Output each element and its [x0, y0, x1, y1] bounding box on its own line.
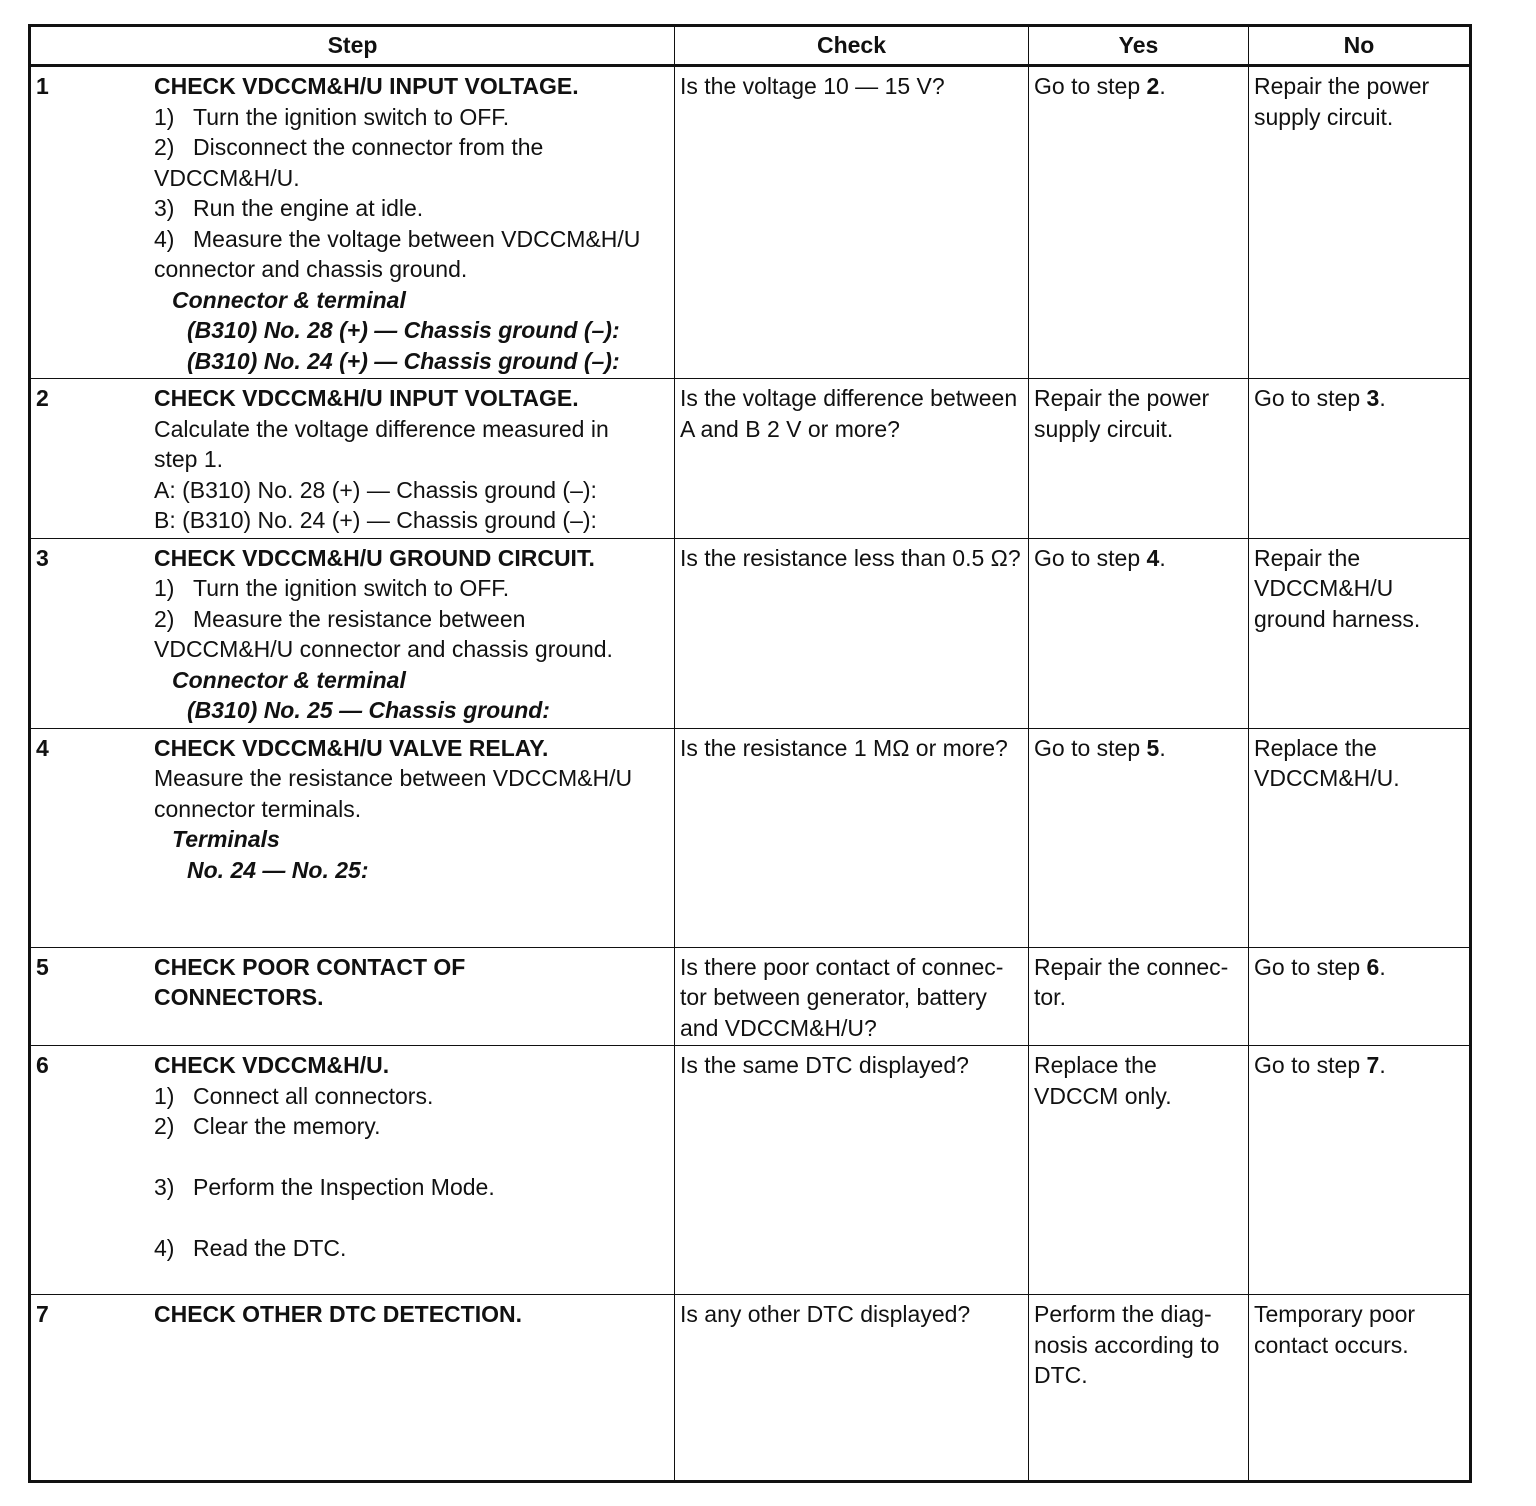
step-title: CHECK VDCCM&H/U VALVE RELAY.	[154, 734, 549, 761]
instruction-line: 4) Measure the voltage between VDCCM&H/U	[154, 225, 641, 252]
header-no: No	[1249, 26, 1471, 66]
table-row	[30, 379, 1471, 539]
no-cell: Temporary poor contact occurs.	[1249, 1295, 1471, 1482]
subheading: Connector & terminal	[172, 666, 406, 693]
step-title: CHECK VDCCM&H/U.	[154, 1052, 390, 1078]
yes-cell: Perform the diag-nosis according to DTC.	[1029, 1295, 1249, 1482]
subheading: Connector & terminal	[172, 286, 406, 313]
step-cell	[30, 379, 675, 539]
instruction-line: A: (B310) No. 28 (+) — Chassis ground (–):	[154, 476, 597, 503]
step-title: CHECK VDCCM&H/U INPUT VOLTAGE.	[154, 385, 579, 411]
no-cell: Go to step 7.	[1249, 1046, 1471, 1295]
step-number: 6	[36, 1052, 49, 1078]
yes-cell: Replace the VDCCM only.	[1029, 1046, 1249, 1295]
step-number: 4	[36, 734, 49, 761]
table-row	[30, 1295, 1471, 1482]
instruction-line: VDCCM&H/U connector and chassis ground.	[154, 636, 613, 662]
step-number: 7	[36, 1301, 49, 1327]
terminal-spec: (B310) No. 25 — Chassis ground:	[187, 697, 550, 723]
step-cell	[30, 1046, 675, 1295]
instruction-line: 3) Run the engine at idle.	[154, 195, 424, 221]
header-row	[30, 26, 1471, 66]
terminal-spec: No. 24 — No. 25:	[187, 856, 369, 883]
check-cell: Is the voltage difference between A and B 2 V or more?	[675, 379, 1029, 539]
yes-cell: Go to step 2.	[1029, 66, 1249, 379]
header-yes: Yes	[1029, 26, 1249, 66]
yes-cell: Repair the power supply circuit.	[1029, 379, 1249, 539]
header-step: Step	[30, 26, 675, 66]
step-title: CHECK VDCCM&H/U GROUND CIRCUIT.	[154, 544, 595, 571]
table-row	[30, 728, 1471, 947]
step-number: 3	[36, 544, 49, 571]
step-number: 1	[36, 73, 49, 99]
check-cell: Is the voltage 10 — 15 V?	[675, 66, 1029, 379]
instruction-line: 1) Turn the ignition switch to OFF.	[154, 103, 510, 130]
subheading: Terminals	[172, 826, 280, 852]
step-title: CHECK POOR CONTACT OF	[154, 953, 466, 980]
step-cell	[30, 66, 675, 379]
step-title: CHECK VDCCM&H/U INPUT VOLTAGE.	[154, 73, 579, 99]
no-cell: Repair the VDCCM&H/U ground harness.	[1249, 538, 1471, 728]
instruction-line: connector and chassis ground.	[154, 256, 468, 282]
check-cell: Is there poor contact of connec-tor between generator, battery and VDCCM&H/U?	[675, 947, 1029, 1046]
step-cell	[30, 728, 675, 947]
step-cell	[30, 538, 675, 728]
instruction-line: 2) Clear the memory.	[154, 1113, 381, 1139]
step-number: 2	[36, 385, 49, 411]
check-cell: Is the resistance less than 0.5 Ω?	[675, 538, 1029, 728]
instruction-line: 1) Turn the ignition switch to OFF.	[154, 575, 510, 601]
instruction-line: step 1.	[154, 446, 224, 472]
instruction-line: Measure the resistance between VDCCM&H/U	[154, 765, 633, 791]
table-row	[30, 538, 1471, 728]
no-cell: Go to step 6.	[1249, 947, 1471, 1046]
no-cell: Replace the VDCCM&H/U.	[1249, 728, 1471, 947]
instruction-line: 2) Disconnect the connector from the	[154, 134, 544, 160]
yes-cell: Go to step 4.	[1029, 538, 1249, 728]
step-cell	[30, 1295, 675, 1482]
instruction-line: 3) Perform the Inspection Mode.	[154, 1174, 495, 1200]
table-row	[30, 66, 1471, 379]
table-row	[30, 1046, 1471, 1295]
instruction-line: connector terminals.	[154, 795, 362, 822]
step-title: CONNECTORS.	[154, 984, 324, 1010]
check-cell: Is the resistance 1 MΩ or more?	[675, 728, 1029, 947]
instruction-line: B: (B310) No. 24 (+) — Chassis ground (–):	[154, 507, 597, 533]
step-title: CHECK OTHER DTC DETECTION.	[154, 1301, 522, 1327]
yes-cell: Go to step 5.	[1029, 728, 1249, 947]
instruction-line: Calculate the voltage difference measured in	[154, 415, 609, 442]
terminal-spec: (B310) No. 28 (+) — Chassis ground (–):	[187, 317, 620, 343]
header-check: Check	[675, 26, 1029, 66]
yes-cell: Repair the connec-tor.	[1029, 947, 1249, 1046]
check-cell: Is the same DTC displayed?	[675, 1046, 1029, 1295]
table-row	[30, 947, 1471, 1046]
no-cell: Repair the power supply circuit.	[1249, 66, 1471, 379]
check-cell: Is any other DTC displayed?	[675, 1295, 1029, 1482]
instruction-line: 2) Measure the resistance between	[154, 605, 526, 632]
step-number: 5	[36, 953, 49, 980]
instruction-line: 1) Connect all connectors.	[154, 1082, 434, 1109]
step-cell	[30, 947, 675, 1046]
terminal-spec: (B310) No. 24 (+) — Chassis ground (–):	[187, 347, 620, 374]
instruction-line: 4) Read the DTC.	[154, 1235, 347, 1261]
no-cell: Go to step 3.	[1249, 379, 1471, 539]
diagnostic-table	[28, 24, 1472, 1483]
instruction-line: VDCCM&H/U.	[154, 164, 300, 191]
